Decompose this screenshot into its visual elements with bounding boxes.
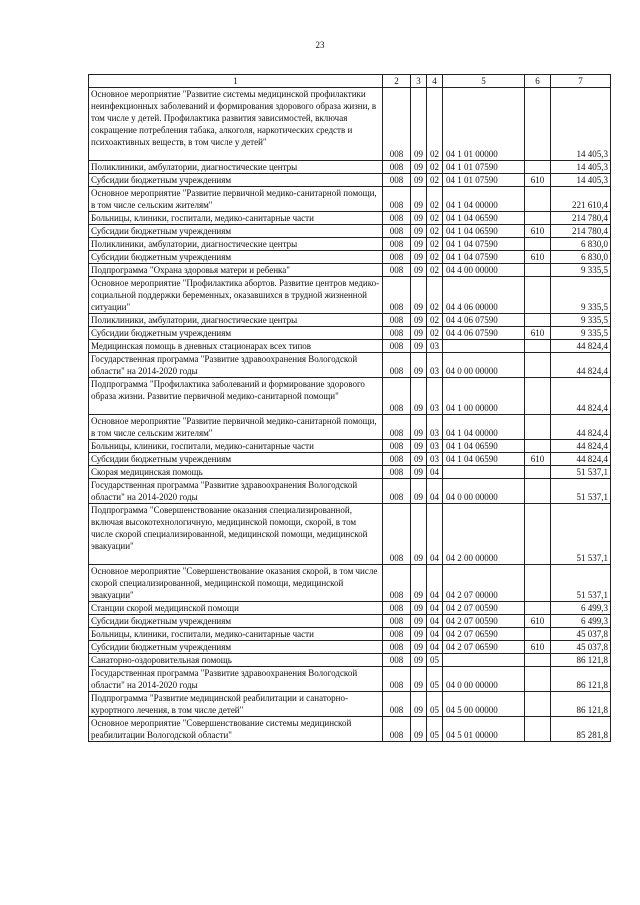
row-target-article-cell: 04 0 00 00000 (443, 479, 525, 504)
row-name-cell: Санаторно-оздоровительная помощь (89, 654, 383, 667)
row-expense-type-cell (525, 340, 551, 353)
header-row (89, 75, 611, 88)
row-amount-cell: 44 824,4 (551, 353, 611, 378)
row-target-article-cell: 04 0 00 00000 (443, 667, 525, 692)
row-code-cell: 008 (383, 415, 411, 440)
header-cell: 3 (411, 75, 427, 88)
row-amount-cell: 214 780,4 (551, 225, 611, 238)
row-expense-type-cell: 610 (525, 641, 551, 654)
row-expense-type-cell (525, 415, 551, 440)
row-section-cell: 09 (411, 504, 427, 565)
row-name-cell: Поликлиники, амбулатории, диагностические центры (89, 238, 383, 251)
row-code-cell: 008 (383, 504, 411, 565)
row-code-cell: 008 (383, 353, 411, 378)
row-amount-cell: 14 405,3 (551, 88, 611, 161)
row-code-cell: 008 (383, 238, 411, 251)
row-amount-cell: 44 824,4 (551, 453, 611, 466)
row-name-cell: Субсидии бюджетным учреждениям (89, 453, 383, 466)
row-expense-type-cell (525, 314, 551, 327)
row-code-cell: 008 (383, 717, 411, 742)
table-row (89, 212, 611, 225)
row-section-cell: 09 (411, 466, 427, 479)
row-subsection-cell: 03 (427, 440, 443, 453)
row-name-cell: Субсидии бюджетным учреждениям (89, 641, 383, 654)
table-row (89, 602, 611, 615)
table-body (89, 88, 611, 742)
row-amount-cell: 44 824,4 (551, 440, 611, 453)
row-subsection-cell: 05 (427, 654, 443, 667)
row-amount-cell: 45 037,8 (551, 641, 611, 654)
table-row (89, 238, 611, 251)
row-amount-cell: 51 537,1 (551, 565, 611, 602)
row-section-cell: 09 (411, 628, 427, 641)
row-amount-cell: 6 499,3 (551, 615, 611, 628)
table-row (89, 415, 611, 440)
row-target-article-cell: 04 1 04 06590 (443, 225, 525, 238)
row-section-cell: 09 (411, 654, 427, 667)
row-target-article-cell: 04 1 04 07590 (443, 251, 525, 264)
row-section-cell: 09 (411, 161, 427, 174)
row-code-cell: 008 (383, 251, 411, 264)
row-target-article-cell: 04 1 01 00000 (443, 88, 525, 161)
row-section-cell: 09 (411, 378, 427, 415)
row-expense-type-cell (525, 667, 551, 692)
row-subsection-cell: 05 (427, 667, 443, 692)
row-name-cell: Подпрограмма "Совершенствование оказания специализированной, включая высокотехнологичную, медицинской помощи, скорой, в том числе скорой специализированной, медицинской помощи, медицинской эвакуации" (89, 504, 383, 565)
row-expense-type-cell (525, 466, 551, 479)
table-row (89, 479, 611, 504)
row-section-cell: 09 (411, 453, 427, 466)
row-name-cell: Основное мероприятие "Совершенствование системы медицинской реабилитации Вологодской области" (89, 717, 383, 742)
row-code-cell: 008 (383, 225, 411, 238)
row-code-cell: 008 (383, 602, 411, 615)
row-name-cell: Государственная программа "Развитие здравоохранения Вологодской области" на 2014-2020 годы (89, 479, 383, 504)
table-row (89, 504, 611, 565)
row-expense-type-cell (525, 654, 551, 667)
row-target-article-cell: 04 5 00 00000 (443, 692, 525, 717)
row-section-cell: 09 (411, 479, 427, 504)
table-row (89, 353, 611, 378)
row-expense-type-cell: 610 (525, 251, 551, 264)
row-code-cell: 008 (383, 628, 411, 641)
row-name-cell: Основное мероприятие "Развитие первичной медико-санитарной помощи, в том числе сельским жителям" (89, 415, 383, 440)
row-target-article-cell: 04 4 00 00000 (443, 264, 525, 277)
row-amount-cell: 6 830,0 (551, 238, 611, 251)
row-section-cell: 09 (411, 174, 427, 187)
row-target-article-cell: 04 4 06 00000 (443, 277, 525, 314)
row-expense-type-cell (525, 440, 551, 453)
row-amount-cell: 44 824,4 (551, 340, 611, 353)
row-amount-cell: 214 780,4 (551, 212, 611, 225)
row-expense-type-cell (525, 238, 551, 251)
row-amount-cell: 9 335,5 (551, 314, 611, 327)
row-expense-type-cell (525, 88, 551, 161)
row-expense-type-cell (525, 628, 551, 641)
row-code-cell: 008 (383, 340, 411, 353)
row-expense-type-cell: 610 (525, 327, 551, 340)
row-expense-type-cell (525, 161, 551, 174)
row-amount-cell: 51 537,1 (551, 479, 611, 504)
row-name-cell: Скорая медицинская помощь (89, 466, 383, 479)
row-code-cell: 008 (383, 654, 411, 667)
row-section-cell: 09 (411, 667, 427, 692)
row-section-cell: 09 (411, 692, 427, 717)
row-amount-cell: 9 335,5 (551, 277, 611, 314)
row-subsection-cell: 02 (427, 225, 443, 238)
row-target-article-cell: 04 2 00 00000 (443, 504, 525, 565)
row-name-cell: Государственная программа "Развитие здравоохранения Вологодской области" на 2014-2020 годы (89, 353, 383, 378)
row-code-cell: 008 (383, 692, 411, 717)
row-subsection-cell: 02 (427, 187, 443, 212)
row-target-article-cell: 04 1 04 06590 (443, 440, 525, 453)
row-name-cell: Поликлиники, амбулатории, диагностические центры (89, 161, 383, 174)
row-section-cell: 09 (411, 264, 427, 277)
row-code-cell: 008 (383, 440, 411, 453)
row-amount-cell: 86 121,8 (551, 654, 611, 667)
row-amount-cell: 86 121,8 (551, 667, 611, 692)
row-subsection-cell: 02 (427, 277, 443, 314)
row-expense-type-cell: 610 (525, 453, 551, 466)
row-name-cell: Станции скорой медицинской помощи (89, 602, 383, 615)
header-cell: 7 (551, 75, 611, 88)
row-section-cell: 09 (411, 340, 427, 353)
row-amount-cell: 9 335,5 (551, 327, 611, 340)
row-name-cell: Подпрограмма "Развитие медицинской реабилитации и санаторно-курортного лечения, в том числе детей" (89, 692, 383, 717)
table-row (89, 641, 611, 654)
row-amount-cell: 51 537,1 (551, 504, 611, 565)
row-section-cell: 09 (411, 565, 427, 602)
row-amount-cell: 51 537,1 (551, 466, 611, 479)
header-cell: 5 (443, 75, 525, 88)
row-section-cell: 09 (411, 88, 427, 161)
row-code-cell: 008 (383, 453, 411, 466)
table-row (89, 615, 611, 628)
row-name-cell: Субсидии бюджетным учреждениям (89, 225, 383, 238)
row-name-cell: Основное мероприятие "Развитие первичной медико-санитарной помощи, в том числе сельским жителям" (89, 187, 383, 212)
row-section-cell: 09 (411, 314, 427, 327)
row-name-cell: Подпрограмма "Профилактика заболеваний и формирование здорового образа жизни. Развитие первичной медико-санитарной помощи" (89, 378, 383, 415)
row-expense-type-cell (525, 212, 551, 225)
row-target-article-cell (443, 466, 525, 479)
row-amount-cell: 14 405,3 (551, 174, 611, 187)
row-expense-type-cell (525, 692, 551, 717)
row-expense-type-cell (525, 717, 551, 742)
row-code-cell: 008 (383, 212, 411, 225)
row-subsection-cell: 02 (427, 212, 443, 225)
row-subsection-cell: 03 (427, 415, 443, 440)
row-name-cell: Субсидии бюджетным учреждениям (89, 615, 383, 628)
table-row (89, 314, 611, 327)
row-amount-cell: 14 405,3 (551, 161, 611, 174)
row-name-cell: Больницы, клиники, госпитали, медико-санитарные части (89, 440, 383, 453)
row-code-cell: 008 (383, 314, 411, 327)
row-expense-type-cell (525, 264, 551, 277)
table-row (89, 161, 611, 174)
row-amount-cell: 44 824,4 (551, 415, 611, 440)
row-name-cell: Субсидии бюджетным учреждениям (89, 327, 383, 340)
row-expense-type-cell (525, 504, 551, 565)
table-row (89, 654, 611, 667)
row-subsection-cell: 04 (427, 565, 443, 602)
row-subsection-cell: 03 (427, 353, 443, 378)
row-code-cell: 008 (383, 466, 411, 479)
row-expense-type-cell: 610 (525, 225, 551, 238)
budget-table (88, 74, 611, 742)
table-row (89, 277, 611, 314)
row-subsection-cell: 04 (427, 628, 443, 641)
row-expense-type-cell: 610 (525, 174, 551, 187)
header-cell: 6 (525, 75, 551, 88)
row-section-cell: 09 (411, 225, 427, 238)
table-row (89, 692, 611, 717)
table-row (89, 225, 611, 238)
row-subsection-cell: 03 (427, 378, 443, 415)
table-row (89, 264, 611, 277)
row-subsection-cell: 02 (427, 314, 443, 327)
row-subsection-cell: 02 (427, 264, 443, 277)
row-code-cell: 008 (383, 641, 411, 654)
row-subsection-cell: 04 (427, 602, 443, 615)
row-amount-cell: 44 824,4 (551, 378, 611, 415)
row-amount-cell: 86 121,8 (551, 692, 611, 717)
row-target-article-cell (443, 654, 525, 667)
row-name-cell: Больницы, клиники, госпитали, медико-санитарные части (89, 628, 383, 641)
row-target-article-cell: 04 1 01 07590 (443, 161, 525, 174)
table-row (89, 327, 611, 340)
table-row (89, 174, 611, 187)
row-name-cell: Основное мероприятие "Развитие системы медицинской профилактики неинфекционных заболеваний и формирования здорового образа жизни, в том числе у детей. Профилактика развития зависимостей, включая сокращение потребления табака, алкоголя, наркотических средств и психоактивных веществ, в том числе у детей" (89, 88, 383, 161)
table-row (89, 378, 611, 415)
row-amount-cell: 45 037,8 (551, 628, 611, 641)
table-row (89, 717, 611, 742)
row-target-article-cell: 04 4 06 07590 (443, 327, 525, 340)
row-code-cell: 008 (383, 277, 411, 314)
row-subsection-cell: 04 (427, 466, 443, 479)
row-name-cell: Поликлиники, амбулатории, диагностические центры (89, 314, 383, 327)
header-cell: 4 (427, 75, 443, 88)
row-target-article-cell: 04 1 04 00000 (443, 187, 525, 212)
row-section-cell: 09 (411, 277, 427, 314)
row-section-cell: 09 (411, 353, 427, 378)
row-amount-cell: 6 830,0 (551, 251, 611, 264)
row-target-article-cell: 04 2 07 00590 (443, 602, 525, 615)
row-subsection-cell: 04 (427, 504, 443, 565)
row-name-cell: Подпрограмма "Охрана здоровья матери и ребенка" (89, 264, 383, 277)
row-subsection-cell: 03 (427, 453, 443, 466)
row-subsection-cell: 04 (427, 479, 443, 504)
row-target-article-cell: 04 2 07 06590 (443, 628, 525, 641)
row-target-article-cell: 04 0 00 00000 (443, 353, 525, 378)
row-name-cell: Субсидии бюджетным учреждениям (89, 251, 383, 264)
row-name-cell: Государственная программа "Развитие здравоохранения Вологодской области" на 2014-2020 годы (89, 667, 383, 692)
row-target-article-cell: 04 1 04 00000 (443, 415, 525, 440)
table-row (89, 453, 611, 466)
table-row (89, 251, 611, 264)
row-name-cell: Больницы, клиники, госпитали, медико-санитарные части (89, 212, 383, 225)
table-row (89, 187, 611, 212)
row-amount-cell: 6 499,3 (551, 602, 611, 615)
row-section-cell: 09 (411, 717, 427, 742)
row-expense-type-cell (525, 187, 551, 212)
row-code-cell: 008 (383, 174, 411, 187)
page-number: 23 (315, 40, 325, 50)
row-code-cell: 008 (383, 264, 411, 277)
row-section-cell: 09 (411, 212, 427, 225)
row-section-cell: 09 (411, 327, 427, 340)
row-subsection-cell: 02 (427, 174, 443, 187)
row-target-article-cell: 04 2 07 00590 (443, 615, 525, 628)
row-section-cell: 09 (411, 615, 427, 628)
table-row (89, 340, 611, 353)
row-target-article-cell: 04 1 00 00000 (443, 378, 525, 415)
row-code-cell: 008 (383, 615, 411, 628)
row-code-cell: 008 (383, 565, 411, 602)
row-section-cell: 09 (411, 251, 427, 264)
row-code-cell: 008 (383, 187, 411, 212)
row-target-article-cell (443, 340, 525, 353)
row-target-article-cell: 04 1 04 06590 (443, 453, 525, 466)
header-cell: 1 (89, 75, 383, 88)
row-expense-type-cell (525, 353, 551, 378)
row-target-article-cell: 04 1 04 07590 (443, 238, 525, 251)
row-expense-type-cell (525, 565, 551, 602)
row-target-article-cell: 04 5 01 00000 (443, 717, 525, 742)
row-section-cell: 09 (411, 440, 427, 453)
row-expense-type-cell (525, 378, 551, 415)
row-target-article-cell: 04 4 06 07590 (443, 314, 525, 327)
table-row (89, 466, 611, 479)
table-row (89, 565, 611, 602)
row-target-article-cell: 04 1 04 06590 (443, 212, 525, 225)
row-target-article-cell: 04 1 01 07590 (443, 174, 525, 187)
row-subsection-cell: 05 (427, 692, 443, 717)
row-name-cell: Основное мероприятие "Профилактика абортов. Развитие центров медико-социальной поддержки беременных, оказавшихся в трудной жизненной ситуации" (89, 277, 383, 314)
table-row (89, 667, 611, 692)
row-subsection-cell: 04 (427, 615, 443, 628)
row-subsection-cell: 02 (427, 327, 443, 340)
row-target-article-cell: 04 2 07 00000 (443, 565, 525, 602)
row-expense-type-cell (525, 479, 551, 504)
row-code-cell: 008 (383, 327, 411, 340)
row-name-cell: Основное мероприятие "Совершенствование оказания скорой, в том числе скорой специализированной, медицинской помощи, медицинской эвакуации" (89, 565, 383, 602)
row-subsection-cell: 02 (427, 251, 443, 264)
row-expense-type-cell (525, 602, 551, 615)
row-subsection-cell: 02 (427, 161, 443, 174)
row-name-cell: Субсидии бюджетным учреждениям (89, 174, 383, 187)
row-section-cell: 09 (411, 641, 427, 654)
row-code-cell: 008 (383, 88, 411, 161)
table-row (89, 628, 611, 641)
row-amount-cell: 85 281,8 (551, 717, 611, 742)
row-subsection-cell: 03 (427, 340, 443, 353)
row-name-cell: Медицинская помощь в дневных стационарах всех типов (89, 340, 383, 353)
table-row (89, 440, 611, 453)
row-subsection-cell: 05 (427, 717, 443, 742)
row-subsection-cell: 02 (427, 238, 443, 251)
row-amount-cell: 221 610,4 (551, 187, 611, 212)
table-row (89, 88, 611, 161)
row-expense-type-cell (525, 277, 551, 314)
row-subsection-cell: 04 (427, 641, 443, 654)
row-code-cell: 008 (383, 378, 411, 415)
row-amount-cell: 9 335,5 (551, 264, 611, 277)
row-subsection-cell: 02 (427, 88, 443, 161)
row-code-cell: 008 (383, 161, 411, 174)
row-section-cell: 09 (411, 415, 427, 440)
row-code-cell: 008 (383, 667, 411, 692)
row-section-cell: 09 (411, 602, 427, 615)
header-cell: 2 (383, 75, 411, 88)
row-section-cell: 09 (411, 238, 427, 251)
row-target-article-cell: 04 2 07 06590 (443, 641, 525, 654)
row-section-cell: 09 (411, 187, 427, 212)
row-expense-type-cell: 610 (525, 615, 551, 628)
row-code-cell: 008 (383, 479, 411, 504)
